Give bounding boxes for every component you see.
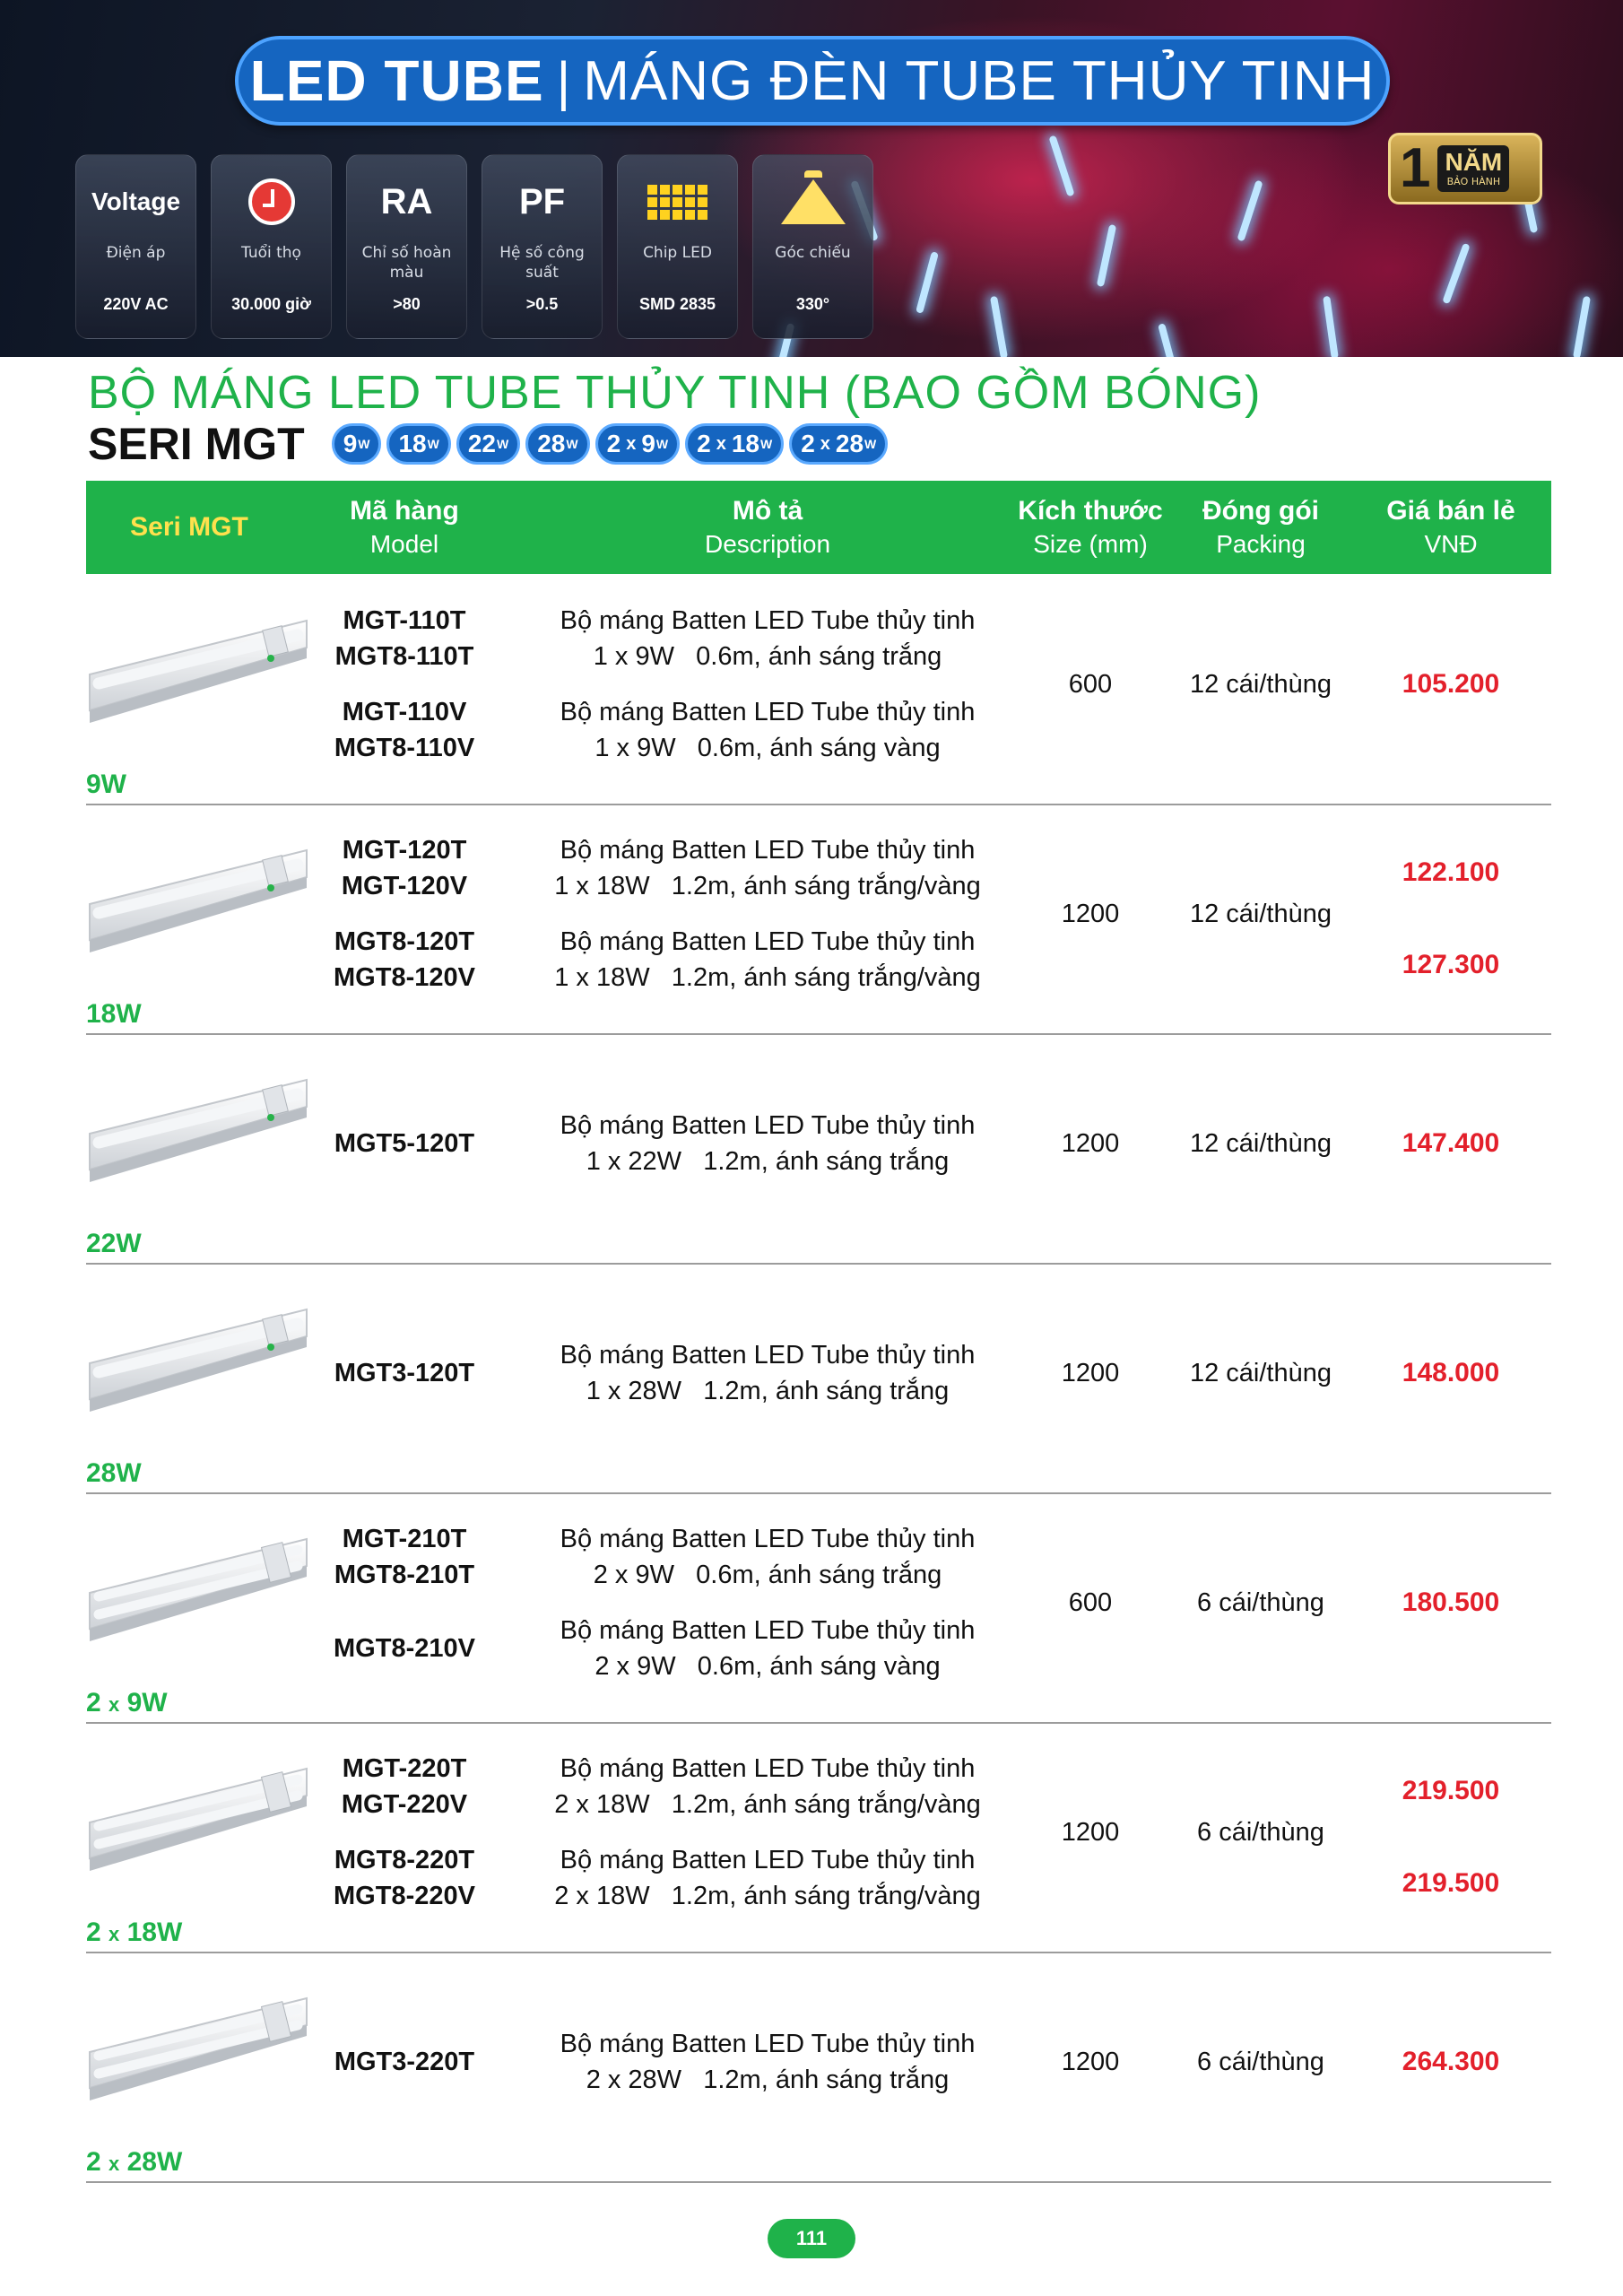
model-code: MGT8-220T	[334, 1846, 475, 1874]
description-line: Bộ máng Batten LED Tube thủy tinh	[560, 1754, 976, 1783]
description-line: 1 x 18W 1.2m, ánh sáng trắng/vàng	[554, 963, 981, 992]
description-line: Bộ máng Batten LED Tube thủy tinh	[560, 1341, 976, 1370]
description-line: Bộ máng Batten LED Tube thủy tinh	[560, 1525, 976, 1553]
description	[534, 828, 1001, 909]
model-code: MGT-220T	[342, 1754, 467, 1783]
description	[534, 919, 1001, 1000]
banner-title-separator: |	[556, 50, 571, 111]
warranty-year: NĂM	[1445, 148, 1503, 176]
model-codes	[310, 1517, 499, 1597]
wattage-label: 28W	[86, 1458, 142, 1488]
product-image	[86, 612, 310, 746]
description	[534, 1517, 1001, 1597]
size-value: 600	[1068, 669, 1113, 699]
spec-card-chip	[617, 154, 738, 339]
model-code: MGT8-120V	[334, 963, 475, 992]
size-value: 1200	[1061, 1358, 1120, 1387]
pf-text-icon: PF	[518, 181, 566, 222]
header-size: Kích thước Size (mm)	[1018, 496, 1163, 558]
price-value: 264.300	[1402, 2047, 1500, 2076]
warranty-subtitle: BẢO HÀNH	[1446, 176, 1501, 187]
model-code: MGT3-220T	[334, 2048, 475, 2076]
wattage-label: 2 x 9W	[86, 1688, 168, 1718]
model-codes	[310, 828, 499, 909]
series-name: SERI MGT	[88, 419, 305, 469]
spec-cards	[75, 154, 873, 339]
spec-label: Chỉ số hoàn màu	[361, 244, 452, 282]
description	[534, 1746, 1001, 1827]
product-image	[86, 841, 310, 976]
price-value: 122.100	[1402, 857, 1500, 887]
warranty-badge	[1388, 133, 1542, 204]
price-value: 219.500	[1402, 1868, 1500, 1898]
description-line: Bộ máng Batten LED Tube thủy tinh	[560, 2030, 976, 2058]
header-price: Giá bán lẻ VNĐ	[1386, 496, 1515, 558]
tube-light-decoration	[1237, 179, 1263, 241]
model-code: MGT8-110T	[334, 642, 474, 671]
description-line: Bộ máng Batten LED Tube thủy tinh	[560, 606, 976, 635]
tube-light-decoration	[990, 296, 1008, 357]
description-line: 1 x 9W 0.6m, ánh sáng trắng	[593, 642, 942, 671]
price-value: 127.300	[1402, 950, 1500, 979]
packing-value: 12 cái/thùng	[1189, 899, 1332, 928]
spec-label: Góc chiếu	[775, 244, 851, 262]
packing-value: 12 cái/thùng	[1189, 669, 1332, 699]
wattage-chip: 28 W	[525, 423, 589, 465]
wattage-chip: 9 W	[332, 423, 382, 465]
warranty-number: 1	[1400, 137, 1431, 199]
description	[534, 598, 1001, 679]
description-line: Bộ máng Batten LED Tube thủy tinh	[560, 836, 976, 865]
wattage-chip: 18 W	[386, 423, 450, 465]
spec-value: SMD 2835	[638, 295, 716, 313]
model-code: MGT8-220V	[334, 1882, 475, 1910]
model-codes	[310, 919, 499, 1000]
table-row	[86, 576, 1551, 805]
wattage-label: 22W	[86, 1229, 142, 1258]
spec-card-ra	[346, 154, 467, 339]
description-line: Bộ máng Batten LED Tube thủy tinh	[560, 698, 976, 726]
packing-value: 12 cái/thùng	[1189, 1128, 1332, 1158]
model-code: MGT-210T	[342, 1525, 467, 1553]
product-image	[86, 1071, 310, 1205]
spec-value: >80	[393, 295, 421, 313]
model-code: MGT-110V	[342, 698, 467, 726]
model-code: MGT-110T	[343, 606, 466, 635]
tube-light-decoration	[1048, 135, 1074, 196]
spec-value: 330°	[795, 295, 830, 313]
tube-light-decoration	[1323, 296, 1339, 357]
description-line: 1 x 22W 1.2m, ánh sáng trắng	[586, 1147, 950, 1176]
page-number: 111	[768, 2219, 855, 2258]
tube-light-decoration	[1573, 296, 1591, 357]
product-image	[86, 1300, 310, 1435]
description-line: 2 x 18W 1.2m, ánh sáng trắng/vàng	[554, 1790, 981, 1819]
header-packing: Đóng gói Packing	[1202, 496, 1319, 558]
model-codes	[310, 1103, 499, 1184]
wattage-chip: 2 x 28 W	[789, 423, 888, 465]
wattage-chip: 22 W	[456, 423, 520, 465]
description-line: 2 x 18W 1.2m, ánh sáng trắng/vàng	[554, 1882, 981, 1910]
spec-value: >0.5	[525, 295, 559, 313]
model-code: MGT8-110V	[334, 734, 475, 762]
table-row	[86, 1265, 1551, 1494]
description-line: 2 x 28W 1.2m, ánh sáng trắng	[586, 2066, 950, 2094]
spec-card-lifetime	[211, 154, 332, 339]
description-line: 1 x 9W 0.6m, ánh sáng vàng	[595, 734, 941, 762]
size-value: 1200	[1061, 1817, 1120, 1847]
product-image	[86, 1760, 310, 1894]
model-codes	[310, 2022, 499, 2102]
header-series: Seri MGT	[130, 512, 248, 542]
price-value: 148.000	[1402, 1358, 1500, 1387]
description	[534, 1608, 1001, 1689]
wattage-chip: 2 x 9 W	[595, 423, 681, 465]
description-line: 2 x 9W 0.6m, ánh sáng vàng	[595, 1652, 941, 1681]
table-header	[86, 481, 1551, 574]
spec-label: Chip LED	[643, 244, 712, 262]
table-row	[86, 1724, 1551, 1953]
packing-value: 12 cái/thùng	[1189, 1358, 1332, 1387]
spec-card-voltage	[75, 154, 196, 339]
model-code: MGT-120T	[342, 836, 467, 865]
table-row	[86, 1953, 1551, 2183]
description-line: Bộ máng Batten LED Tube thủy tinh	[560, 1846, 976, 1874]
warranty-text	[1437, 145, 1509, 192]
product-image	[86, 1530, 310, 1665]
table-row	[86, 805, 1551, 1035]
description-line: Bộ máng Batten LED Tube thủy tinh	[560, 1111, 976, 1140]
clock-icon	[248, 173, 295, 230]
spec-value: 220V AC	[103, 295, 169, 313]
price-value: 105.200	[1402, 669, 1500, 699]
model-codes	[310, 690, 499, 770]
size-value: 1200	[1061, 2047, 1120, 2076]
model-code: MGT-220V	[341, 1790, 468, 1819]
header-description: Mô tả Description	[704, 496, 831, 558]
tube-light-decoration	[1442, 243, 1470, 305]
table-row	[86, 1494, 1551, 1724]
banner-title	[235, 36, 1390, 126]
spec-card-beam-angle	[752, 154, 873, 339]
section-heading: BỘ MÁNG LED TUBE THỦY TINH (BAO GỒM BÓNG)	[88, 367, 1262, 419]
description	[534, 1838, 1001, 1918]
model-code: MGT3-120T	[334, 1359, 475, 1387]
description-line: 2 x 9W 0.6m, ánh sáng trắng	[593, 1561, 942, 1589]
header-model: Mã hàng Model	[350, 496, 459, 558]
description	[534, 2022, 1001, 2102]
header-banner	[0, 0, 1623, 357]
model-code: MGT8-120T	[334, 927, 475, 956]
table-row	[86, 1035, 1551, 1265]
description-line: 1 x 28W 1.2m, ánh sáng trắng	[586, 1377, 950, 1405]
description-line: Bộ máng Batten LED Tube thủy tinh	[560, 927, 976, 956]
series-line	[88, 418, 888, 470]
model-code: MGT8-210T	[334, 1561, 475, 1589]
model-code: MGT-120V	[341, 872, 468, 900]
wattage-chips	[332, 423, 889, 465]
model-codes	[310, 1333, 499, 1413]
tube-light-decoration	[916, 251, 939, 314]
beam-angle-icon	[781, 173, 846, 230]
wattage-label: 2 x 18W	[86, 1918, 183, 1947]
size-value: 1200	[1061, 899, 1120, 928]
banner-title-light: MÁNG ĐÈN TUBE THỦY TINH	[583, 49, 1376, 112]
spec-value: 30.000 giờ	[231, 295, 311, 313]
size-value: 1200	[1061, 1128, 1120, 1158]
price-value: 180.500	[1402, 1587, 1500, 1617]
tube-light-decoration	[1158, 323, 1181, 357]
description-line: Bộ máng Batten LED Tube thủy tinh	[560, 1616, 976, 1645]
spec-label: Điện áp	[106, 244, 166, 262]
tube-light-decoration	[1097, 224, 1116, 287]
spec-card-pf	[482, 154, 603, 339]
model-codes	[310, 1838, 499, 1918]
chip-grid-icon	[647, 173, 707, 230]
size-value: 600	[1068, 1587, 1113, 1617]
description-line: 1 x 18W 1.2m, ánh sáng trắng/vàng	[554, 872, 981, 900]
banner-title-bold: LED TUBE	[249, 48, 544, 113]
model-code: MGT8-210V	[334, 1634, 475, 1663]
model-codes	[310, 1608, 499, 1689]
spec-label: Hệ số công suất	[499, 244, 585, 282]
description	[534, 690, 1001, 770]
description	[534, 1333, 1001, 1413]
wattage-label: 2 x 28W	[86, 2147, 183, 2177]
price-value: 219.500	[1402, 1776, 1500, 1805]
model-code: MGT5-120T	[334, 1129, 475, 1158]
wattage-chip: 2 x 18 W	[685, 423, 784, 465]
price-value: 147.400	[1402, 1128, 1500, 1158]
model-codes	[310, 1746, 499, 1827]
wattage-label: 18W	[86, 999, 142, 1029]
model-codes	[310, 598, 499, 679]
packing-value: 6 cái/thùng	[1197, 1587, 1324, 1617]
product-image	[86, 1989, 310, 2124]
description	[534, 1103, 1001, 1184]
wattage-label: 9W	[86, 770, 126, 799]
voltage-text-icon: Voltage	[91, 187, 181, 215]
packing-value: 6 cái/thùng	[1197, 1817, 1324, 1847]
packing-value: 6 cái/thùng	[1197, 2047, 1324, 2076]
spec-label: Tuổi thọ	[241, 244, 301, 262]
ra-text-icon: RA	[380, 181, 433, 222]
